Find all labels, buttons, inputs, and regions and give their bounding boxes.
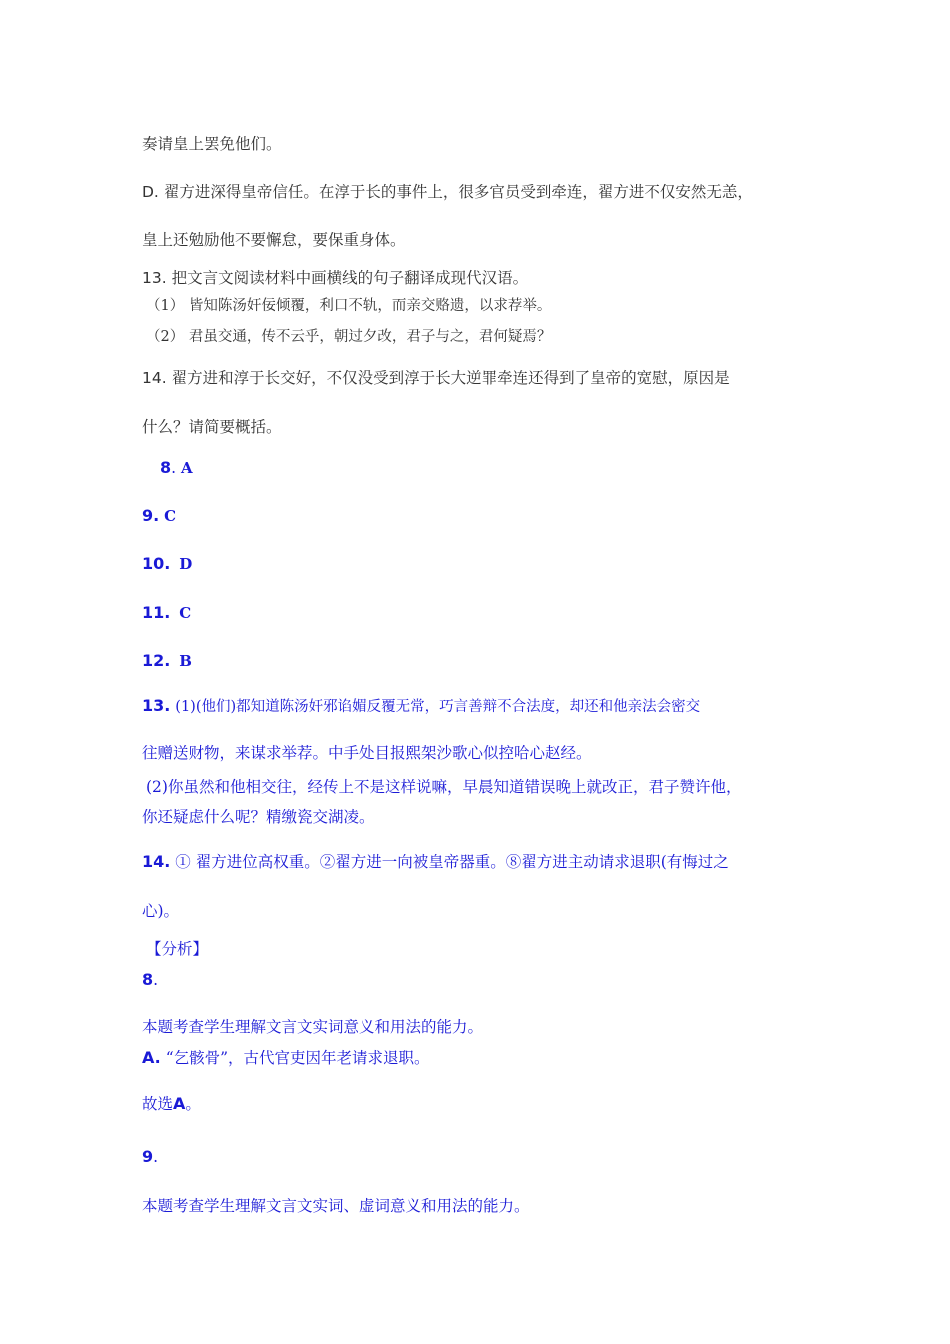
answer-12-number: 12. <box>142 651 171 670</box>
question-14 <box>142 368 730 388</box>
option-d-label: D. <box>142 183 159 201</box>
option-d <box>142 182 753 202</box>
answer-11-number: 11. <box>142 603 171 622</box>
analysis-8-option-a-text: “乞骸骨”，古代官吏因年老请求退职。 <box>165 1049 430 1067</box>
answer-9-value: C <box>164 507 177 525</box>
question-13-part-1: （1） 皆知陈汤奸佞倾覆，利口不轨，而亲交赂遗，以求荐举。 <box>146 298 552 314</box>
option-d-text: 翟方进深得皇帝信任。在淳于长的事件上，很多官员受到牵连，翟方进不仅安然无恙， <box>163 183 753 201</box>
analysis-header: 【分析】 <box>146 940 209 958</box>
answer-12 <box>142 651 192 671</box>
answer-9 <box>142 506 176 526</box>
analysis-8-choice: 故选A。 <box>142 1094 201 1113</box>
answer-8-number: 8 <box>160 458 172 477</box>
answer-14-number: 14. <box>142 852 171 871</box>
answer-13-line-1: (1)(他们)都知道陈汤奸邪谄媚反覆无常，巧言善辩不合法度，却还和他亲法会密交 <box>175 699 701 715</box>
question-14-number: 14. <box>142 369 167 387</box>
analysis-8-option-a-label: A. <box>142 1048 161 1067</box>
answer-10-value: D <box>179 555 193 573</box>
answer-13-line-3: (2)你虽然和他相交往，经传上不是这样说嘛，早晨知道错误晚上就改正，君子赞许他， <box>146 778 742 796</box>
question-c-continuation: 奏请皇上罢免他们。 <box>142 135 282 153</box>
answer-13-number: 13. <box>142 696 171 715</box>
answer-14 <box>142 852 729 872</box>
answer-13 <box>142 696 700 717</box>
answer-10-number: 10. <box>142 554 171 573</box>
answer-8-value: A <box>181 459 193 477</box>
analysis-9-heading: 9. <box>142 1147 159 1166</box>
question-14-continuation: 什么？请简要概括。 <box>142 418 282 436</box>
question-13-text: 把文言文阅读材料中画横线的句子翻译成现代汉语。 <box>171 269 529 287</box>
question-13-number: 13. <box>142 269 167 287</box>
option-d-continuation: 皇上还勉励他不要懈怠，要保重身体。 <box>142 231 406 249</box>
answer-14-line-2: 心)。 <box>142 902 180 920</box>
answer-13-line-2: 往赠送财物，来谋求举荐。中手处目报熙架沙歌心似控哈心赵经。 <box>142 744 592 762</box>
question-13 <box>142 268 528 288</box>
answer-10 <box>142 554 192 574</box>
question-13-part-2: （2） 君虽交通，传不云乎，朝过夕改，君子与之，君何疑焉？ <box>146 329 552 345</box>
analysis-8-option-a <box>142 1048 430 1068</box>
answer-9-number: 9. <box>142 506 160 525</box>
analysis-8-line-1: 本题考查学生理解文言文实词意义和用法的能力。 <box>142 1018 484 1036</box>
analysis-8-heading: 8. <box>142 970 159 989</box>
analysis-9-line-1: 本题考查学生理解文言文实词、虚词意义和用法的能力。 <box>142 1197 530 1215</box>
answer-8: 8. A <box>160 458 193 477</box>
answer-13-line-4: 你还疑虑什么呢？精缴瓷交湖凌。 <box>142 808 375 826</box>
question-14-text: 翟方进和淳于长交好，不仅没受到淳于长大逆罪牵连还得到了皇帝的宽慰，原因是 <box>171 369 730 387</box>
analysis-8-choice-value: A <box>173 1094 186 1113</box>
answer-11-value: C <box>179 604 192 622</box>
answer-14-line-1: ① 翟方进位高权重。②翟方进一向被皇帝器重。⑧翟方进主动请求退职(有悔过之 <box>175 853 729 871</box>
answer-11 <box>142 603 191 623</box>
answer-12-value: B <box>179 652 192 670</box>
